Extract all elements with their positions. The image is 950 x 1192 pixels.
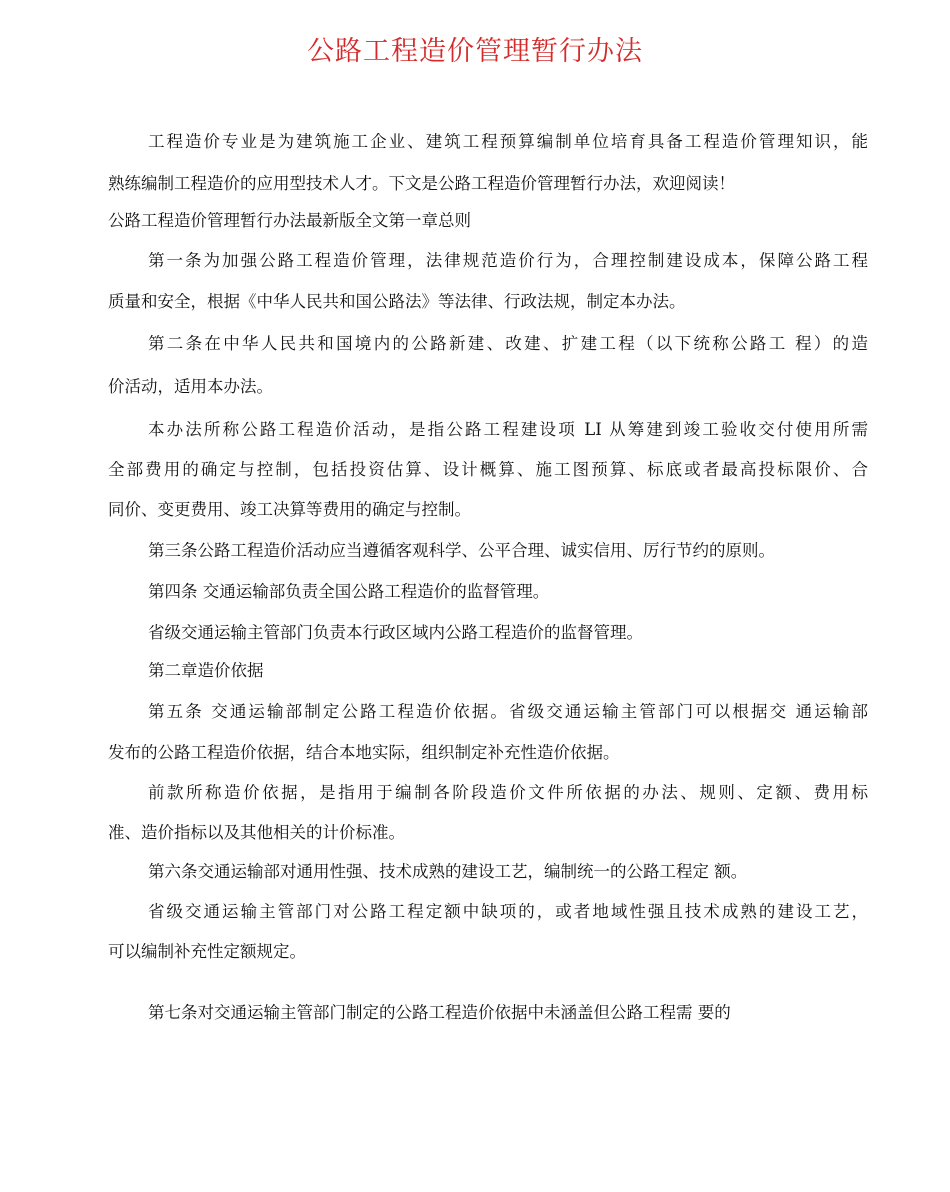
chapter-heading: 第二章造价依据 — [148, 661, 264, 680]
paragraph-line: 第四条 交通运输部负责全国公路工程造价的监督管理。 — [148, 582, 550, 601]
paragraph-line: 省级交通运输主管部门负责本行政区域内公路工程造价的监督管理。 — [148, 623, 643, 642]
paragraph-line: 准、造价指标以及其他相关的计价标准。 — [108, 823, 405, 842]
paragraph-line: 第三条公路工程造价活动应当遵循客观科学、公平合理、诚实信用、厉行节约的原则。 — [148, 541, 775, 560]
paragraph-line: 发布的公路工程造价依据，结合本地实际，组织制定补充性造价依据。 — [108, 743, 620, 762]
paragraph-line: 本办法所称公路工程造价活动，是指公路工程建设项 LI 从筹建到竣工验收交付使用所需 — [148, 420, 868, 439]
paragraph-line: 第二条在中华人民共和国境内的公路新建、改建、扩建工程（以下统称公路工 程）的造 — [148, 334, 868, 353]
paragraph-line: 第五条 交通运输部制定公路工程造价依据。省级交通运输主管部门可以根据交 通运输部 — [148, 702, 868, 721]
paragraph-line: 熟练编制工程造价的应用型技术人才。下文是公路工程造价管理暂行办法，欢迎阅读！ — [108, 174, 735, 193]
paragraph-line: 第六条交通运输部对通用性强、技术成熟的建设工艺，编制统一的公路工程定 额。 — [148, 862, 748, 881]
paragraph-line: 全部费用的确定与控制，包括投资估算、设计概算、施工图预算、标底或者最高投标限价、合 — [108, 460, 868, 479]
paragraph-line: 价活动，适用本办法。 — [108, 377, 273, 396]
paragraph-line: 前款所称造价依据，是指用于编制各阶段造价文件所依据的办法、规则、定额、费用标 — [148, 783, 868, 802]
chapter-heading: 公路工程造价管理暂行办法最新版全文第一章总则 — [108, 211, 471, 230]
paragraph-line: 省级交通运输主管部门对公路工程定额中缺项的，或者地域性强且技术成熟的建设工艺， — [148, 902, 868, 921]
paragraph-line: 工程造价专业是为建筑施工企业、建筑工程预算编制单位培育具备工程造价管理知识，能 — [148, 132, 868, 151]
document-title: 公路工程造价管理暂行办法 — [307, 36, 643, 67]
paragraph-line: 第一条为加强公路工程造价管理，法律规范造价行为，合理控制建设成本，保障公路工程 — [148, 251, 868, 270]
paragraph-line: 同价、变更费用、竣工决算等费用的确定与控制。 — [108, 500, 471, 519]
paragraph-line: 可以编制补充性定额规定。 — [108, 942, 306, 961]
paragraph-line: 质量和安全，根据《中华人民共和国公路法》等法律、行政法规，制定本办法。 — [108, 292, 686, 311]
paragraph-line: 第七条对交通运输主管部门制定的公路工程造价依据中未涵盖但公路工程需 要的 — [148, 1003, 731, 1022]
